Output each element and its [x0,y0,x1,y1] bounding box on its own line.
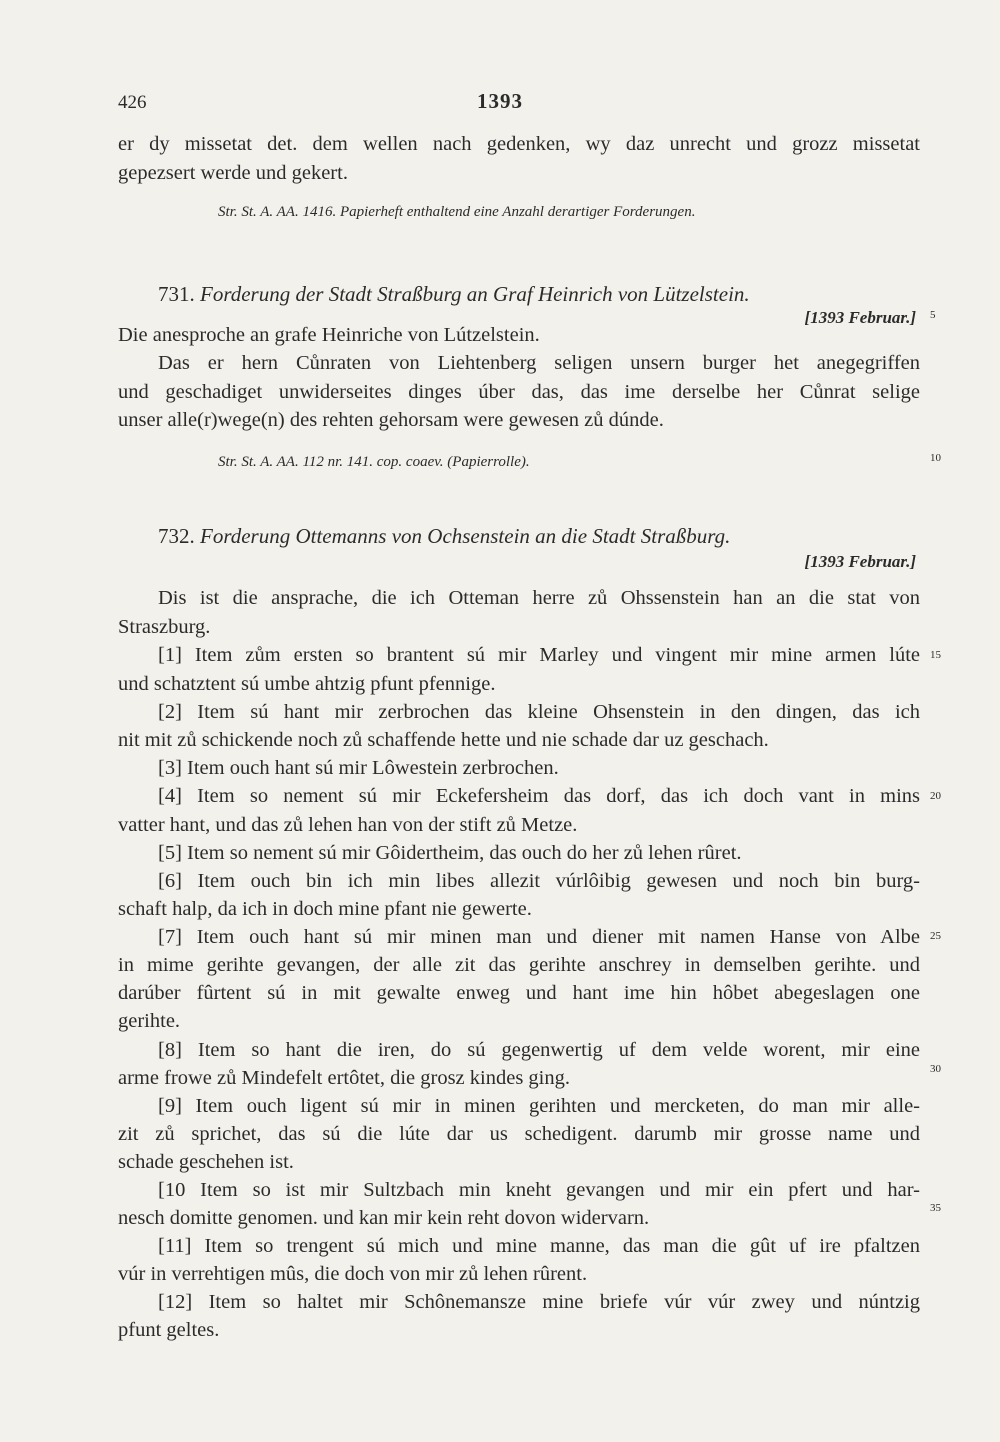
text-line: [2] Item sú hant mir zerbrochen das kleine Ohsenstein in den dingen, das ich [158,701,920,723]
intro-line: gepezsert werde und gekert. [118,162,348,184]
page-number: 426 [118,92,147,113]
document-number: 731. [158,282,195,306]
margin-line-number: 35 [930,1202,941,1214]
document-heading [158,282,750,307]
text-line: pfunt geltes. [118,1319,220,1341]
document-date: [1393 Februar.] [804,308,916,327]
text-line: und schatztent sú umbe ahtzig pfunt pfennige. [118,673,496,695]
margin-line-number: 30 [930,1063,941,1075]
text-line: darúber fûrtent sú in mit gewalte enweg und hant ime hin hôbet abegeslagen one [118,982,920,1004]
text-line: unser alle(r)wege(n) des rehten gehorsam were gewesen zů dúnde. [118,409,664,431]
source-note: Str. St. A. AA. 1416. Papierheft enthaltend eine Anzahl derartiger Forderungen. [218,204,696,220]
text-line: Die anesproche an grafe Heinriche von Lútzelstein. [118,324,540,346]
document-number: 732. [158,524,195,548]
text-line: zit zů sprichet, das sú die lúte dar us schedigent. darumb mir grosse name und [118,1123,920,1145]
text-line: in mime gerihte gevangen, der alle zit das gerihte anschrey in demselben gerihte. und [118,954,920,976]
text-line: [6] Item ouch bin ich min libes allezit vúrlôibig gewesen und noch bin burg- [158,870,920,892]
margin-line-number: 20 [930,790,941,802]
text-line: vatter hant, und das zů lehen han von der stift zů Metze. [118,814,578,836]
text-line: [9] Item ouch ligent sú mir in minen gerihten und mercketen, do man mir alle- [158,1095,920,1117]
document-title: Forderung Ottemanns von Ochsenstein an die Stadt Straßburg. [200,524,731,548]
text-line: schaft halp, da ich in doch mine pfant nie gewerte. [118,898,532,920]
text-line: [3] Item ouch hant sú mir Lôwestein zerbrochen. [158,757,559,779]
margin-line-number: 25 [930,930,941,942]
text-line: [1] Item zům ersten so brantent sú mir Marley und vingent mir mine armen lúte [158,644,920,666]
text-line: Dis ist die ansprache, die ich Otteman herre zů Ohssenstein han an die stat von [158,587,920,609]
text-line: [8] Item so hant die iren, do sú gegenwertig uf dem velde worent, mir eine [158,1039,920,1061]
running-head-year: 1393 [477,89,523,113]
text-line: [7] Item ouch hant sú mir minen man und diener mit namen Hanse von Albe [158,926,920,948]
text-line: gerihte. [118,1010,181,1032]
text-line: Das er hern Cůnraten von Liehtenberg seligen unsern burger het anegegriffen [158,352,920,374]
text-line: Straszburg. [118,616,211,638]
text-line: nit mit zů schickende noch zů schaffende hette und nie schade dar uz geschach. [118,729,769,751]
margin-line-number: 10 [930,452,941,464]
text-line: nesch domitte genomen. und kan mir kein reht dovon widervarn. [118,1207,650,1229]
text-line: [5] Item so nement sú mir Gôidertheim, das ouch do her zů lehen rûret. [158,842,742,864]
text-line: [12] Item so haltet mir Schônemansze mine briefe vúr vúr zwey und núntzig [158,1291,920,1313]
margin-line-number: 5 [930,309,936,321]
source-note: Str. St. A. AA. 112 nr. 141. cop. coaev. (Papierrolle). [218,454,530,470]
text-line: [10 Item so ist mir Sultzbach min kneht gevangen und mir ein pfert und har- [158,1179,920,1201]
text-line: arme frowe zů Mindefelt ertôtet, die grosz kindes ging. [118,1067,570,1089]
text-line: [4] Item so nement sú mir Eckefersheim das dorf, das ich doch vant in mins [158,785,920,807]
document-date: [1393 Februar.] [804,552,916,571]
intro-line: er dy missetat det. dem wellen nach gedenken, wy daz unrecht und grozz missetat [118,133,920,155]
margin-line-number: 15 [930,649,941,661]
text-line: [11] Item so trengent sú mich und mine manne, das man die gût uf ire pfaltzen [158,1235,920,1257]
document-heading [158,524,730,549]
document-title: Forderung der Stadt Straßburg an Graf Heinrich von Lützelstein. [200,282,750,306]
text-line: vúr in verrehtigen mûs, die doch von mir zů lehen rûrent. [118,1263,588,1285]
text-line: schade geschehen ist. [118,1151,294,1173]
text-line: und geschadiget unwiderseites dinges úber das, das ime derselbe her Cůnrat selige [118,381,920,403]
